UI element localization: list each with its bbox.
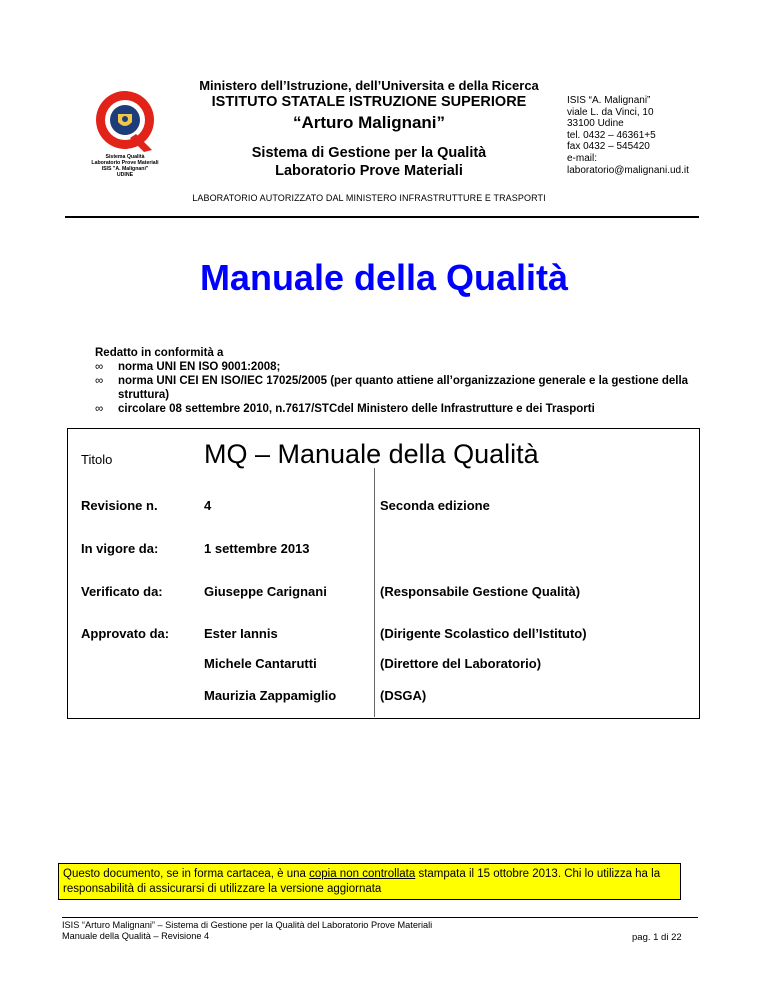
logo-caption-1: Sistema Qualità [105,154,145,160]
verificato-role: (Responsabile Gestione Qualità) [380,584,581,599]
contact-line: viale L. da Vinci, 10 [567,106,654,118]
infinity-bullet-icon: ∞ [95,403,104,415]
conformity-section [95,346,735,416]
institute-name: ISTITUTO STATALE ISTRUZIONE SUPERIORE [211,94,527,110]
logo-caption-4: UDINE [116,172,134,178]
revisione-label: Revisione n. [81,498,158,513]
notice-text-end: stampata il 15 ottobre 2013. Chi lo utilizza ha la responsabilità di assicurarsi di utilizzare la versione aggiornata [63,868,661,895]
contact-line: e-mail: [567,152,598,164]
footer-divider [62,917,698,918]
page-number: pag. 1 di 22 [632,932,682,943]
notice-underlined-text: copia non controllata [309,868,416,880]
footer-line-2: Manuale della Qualità – Revisione 4 [62,931,210,941]
school-name: “Arturo Malignani” [292,113,446,132]
header-divider [65,216,699,218]
conformity-item-text: circolare 08 settembre 2010, n.7617/STCdel Ministero delle Infrastrutture e dei Trasporti [118,403,595,415]
contact-line: tel. 0432 – 46361+5 [567,129,656,141]
verificato-label: Verificato da: [81,584,163,599]
approver-role: (Direttore del Laboratorio) [380,656,542,671]
titolo-value: MQ – Manuale della Qualità [204,439,539,469]
approver-name: Ester Iannis [204,626,278,641]
conformity-intro: Redatto in conformità a [95,347,224,359]
infinity-bullet-icon: ∞ [95,375,104,387]
titolo-label: Titolo [81,452,113,467]
list-item [95,374,735,402]
list-item [95,360,735,374]
in-vigore-label: In vigore da: [81,541,159,556]
logo-emblem-dot [122,116,128,122]
verificato-name: Giuseppe Carignani [204,584,327,599]
contact-email: laboratorio@malignani.ud.it [567,164,689,176]
quality-logo [80,86,170,178]
approver-name: Maurizia Zappamiglio [204,688,337,703]
contact-line: ISIS “A. Malignani” [567,95,651,106]
approvato-label: Approvato da: [81,626,170,641]
logo-caption-3: ISIS "A. Malignani" [101,166,149,172]
revisione-value: 4 [204,498,212,513]
quality-system-name: Sistema di Gestione per la Qualità [251,145,487,161]
in-vigore-value: 1 settembre 2013 [204,541,310,556]
approver-role: (Dirigente Scolastico dell’Istituto) [380,626,587,641]
contact-block [567,95,757,176]
contact-line: fax 0432 – 545420 [567,141,650,153]
table-column-divider [374,468,375,717]
contact-line: 33100 Udine [567,118,624,130]
list-item [95,402,735,416]
lab-name: Laboratorio Prove Materiali [275,163,463,179]
uncontrolled-copy-notice [58,863,681,900]
footer-info [62,920,432,942]
header-block [168,78,570,204]
document-info-table [67,428,700,719]
infinity-bullet-icon: ∞ [95,361,104,373]
conformity-item-text: norma UNI CEI EN ISO/IEC 17025/2005 (per quanto attiene all’organizzazione generale e la gestione della struttura) [118,375,689,401]
notice-text-start: Questo documento, se in forma cartacea, è una [63,868,310,880]
document-title: Manuale della Qualità [199,257,569,298]
conformity-item-text: norma UNI EN ISO 9001:2008; [118,361,281,373]
conformity-list [95,360,735,416]
ministry-name: Ministero dell’Istruzione, dell’Universita e della Ricerca [199,78,539,93]
revisione-note: Seconda edizione [380,498,490,513]
authorization-note: LABORATORIO AUTORIZZATO DAL MINISTERO INFRASTRUTTURE E TRASPORTI [192,193,546,203]
logo-caption-2: Laboratorio Prove Materiali [91,160,159,166]
approver-name: Michele Cantarutti [204,656,317,671]
approver-role: (DSGA) [380,688,427,703]
footer-line-1: ISIS “Arturo Malignani” – Sistema di Gestione per la Qualità del Laboratorio Prove Materiali [62,920,433,930]
